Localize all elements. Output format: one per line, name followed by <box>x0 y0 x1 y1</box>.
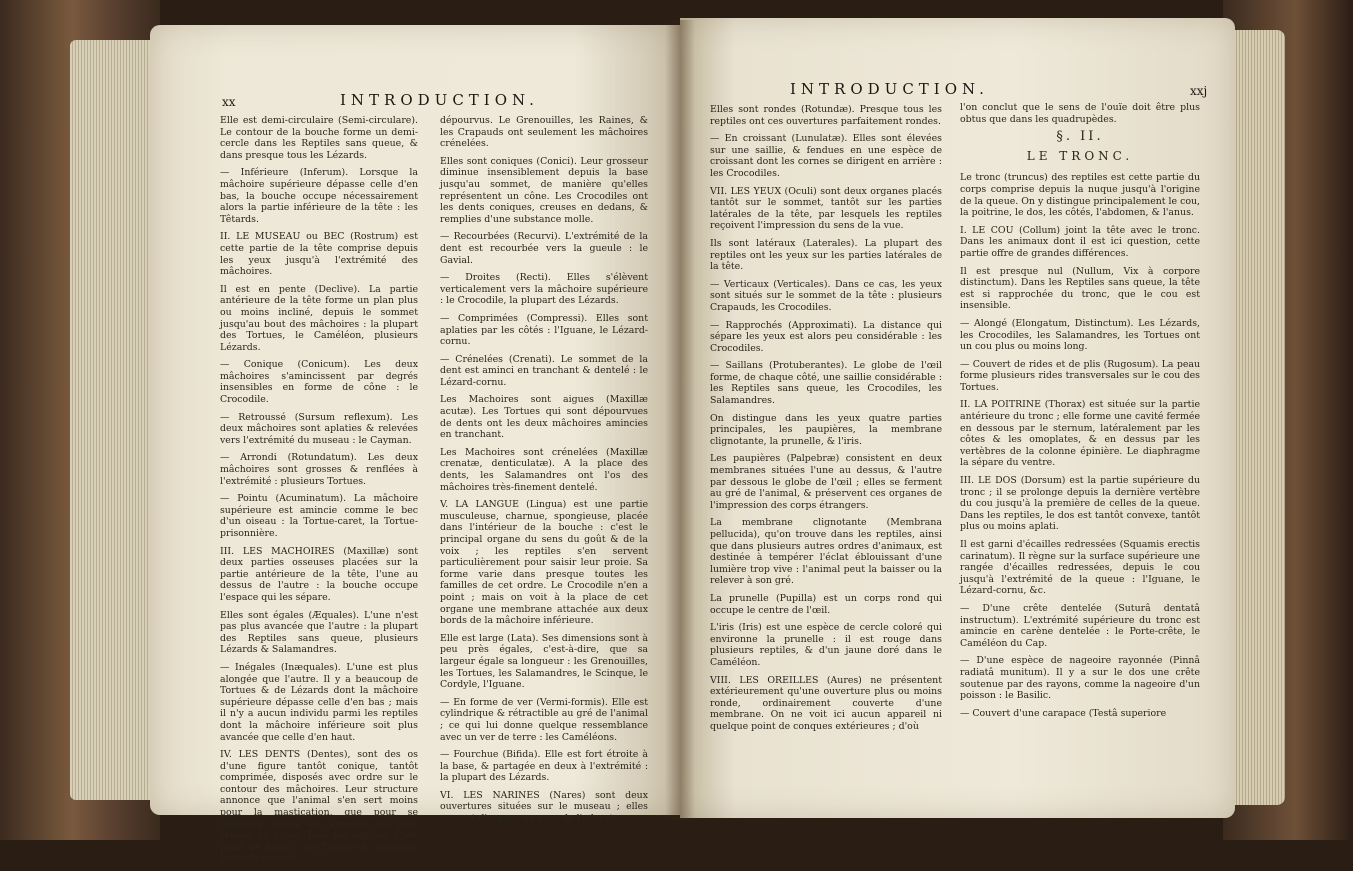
book-gutter <box>665 20 695 820</box>
paragraph: Les paupières (Palpebræ) consistent en deux membranes situées l'une au dessus, & l'autre par dessous le globe de l'œil ; elles se ferment au gré de l'animal, & préservent ces organes de l'impression des corps étrangers. <box>710 453 942 511</box>
text-column <box>710 104 942 739</box>
page-number: xxj <box>1190 84 1208 98</box>
paragraph: — Recourbées (Recurvi). L'extrémité de la dent est recourbée vers la gueule : le Gavial. <box>440 231 648 266</box>
paragraph: Il est garni d'écailles redressées (Squamis erectis carinatum). Il règne sur la surface supérieure une rangée d'écailles redressées, depuis le cou jusqu'à l'extrémité de la queue : l'Iguane, le Lézard-cornu, &c. <box>960 539 1200 597</box>
paragraph: Il est en pente (Declive). La partie antérieure de la tête forme un plan plus ou moins incliné, depuis le sommet jusqu'au bout des mâchoires : la plupart des Tortues, le Caméléon, plusieurs Lézards. <box>220 283 418 353</box>
paragraph: IV. LES DENTS (Dentes), sont des os d'une figure tantôt conique, tantôt comprimée, disposés avec ordre sur le contour des mâchoires. Leur structure annonce que l'animal s'en sert moins pour la mastication, que pour se défendre contre ses ennemis ou pour retenir sa proie. Tous les reptiles n'ont point de dents ; les Tortues & quelques Lézards en sont <box>220 749 418 865</box>
paragraph: — Crénelées (Crenati). Le sommet de la dent est aminci en tranchant & dentelé : le Lézard-cornu. <box>440 353 648 388</box>
paragraph: II. LA POITRINE (Thorax) est située sur la partie antérieure du tronc ; elle forme une cavité fermée en dessous par le sternum, latéralement par les côtes & les omoplates, & en dessus par les vertèbres de la colonne épinière. Le diaphragme la sépare du ventre. <box>960 399 1200 469</box>
paragraph: — D'une espèce de nageoire rayonnée (Pinnâ radiatâ munitum). Il y a sur le dos une crête soutenue par des rayons, comme la nageoire d'un poisson : le Basilic. <box>960 655 1200 702</box>
paragraph: L'iris (Iris) est une espèce de cercle coloré qui environne la prunelle : il est rouge dans plusieurs reptiles, & d'un jaune doré dans le Caméléon. <box>710 622 942 668</box>
paragraph: La prunelle (Pupilla) est un corps rond qui occupe le centre de l'œil. <box>710 592 942 616</box>
paragraph: — Verticaux (Verticales). Dans ce cas, les yeux sont situés sur le sommet de la tête : plusieurs Crapauds, les Crocodiles. <box>710 278 942 313</box>
paragraph: — Fourchue (Bifida). Elle est fort étroite à la base, & partagée en deux à l'extrémité : la plupart des Lézards. <box>440 749 648 784</box>
paragraph: VIII. LES OREILLES (Aures) ne présentent extérieurement qu'une ouverture plus ou moins ronde, ordinairement couverte d'une membrane. On ne voit ici aucun appareil ni quelque point de conques extérieures ; d'où <box>710 674 942 732</box>
paragraph: V. LA LANGUE (Lingua) est une partie musculeuse, charnue, spongieuse, placée dans l'intérieur de la bouche : c'est le principal organe du sens du goût & de la voix ; les reptiles s'en servent particulièrement pour saisir leur proie. Sa forme varie dans presque toutes les familles de cet ordre. Le Crocodile n'en a point ; mais on voit à la place de cet organe une membrane attachée aux deux bords de la mâchoire inférieure. <box>440 499 648 627</box>
paragraph: III. LE DOS (Dorsum) est la partie supérieure du tronc ; il se prolonge depuis la dernière vertèbre du cou jusqu'à la première de celles de la queue. Dans les reptiles, le dos est tantôt convexe, tantôt plus ou moins aplati. <box>960 475 1200 533</box>
paragraph: VI. LES NARINES (Nares) sont deux ouvertures situées sur le museau ; elles servent d'organe au sens de l'odorat. <box>440 789 648 825</box>
paragraph: I. LE COU (Collum) joint la tête avec le tronc. Dans les animaux dont il est ici question, cette partie offre de grandes différences. <box>960 224 1200 259</box>
paragraph: — Inégales (Inæquales). L'une est plus alongée que l'autre. Il y a beaucoup de Tortues & de Lézards dont la mâchoire supérieure dépasse celle d'en bas ; mais il n'y a aucun individu parmi les reptiles dont la mâchoire inférieure soit plus avancée que celle d'en haut. <box>220 661 418 743</box>
paragraph: — Conique (Conicum). Les deux mâchoires s'amincissent par degrés insensibles en forme de cône : le Crocodile. <box>220 359 418 406</box>
paragraph: Les Machoires sont crénelées (Maxillæ crenatæ, denticulatæ). A la place des dents, les Salamandres ont l'os des mâchoires très-finement dentelé. <box>440 446 648 493</box>
paragraph: — Alongé (Elongatum, Distinctum). Les Lézards, les Crocodiles, les Salamandres, les Tortues ont un cou plus ou moins long. <box>960 317 1200 353</box>
paragraph: — Inférieure (Inferum). Lorsque la mâchoire supérieure dépasse celle d'en bas, la bouche occupe nécessairement alors la partie inférieure de la tête : les Têtards. <box>220 167 418 225</box>
text-column <box>220 115 418 871</box>
paragraph: Les Machoires sont aigues (Maxillæ acutæ). Les Tortues qui sont dépourvues de dents ont les deux mâchoires amincies en tranchant. <box>440 394 648 441</box>
text-column <box>440 115 648 831</box>
paragraph: III. LES MACHOIRES (Maxillæ) sont deux parties osseuses placées sur la partie antérieure de la tête, l'une au dessus de l'autre : la bouche occupe l'espace qui les sépare. <box>220 545 418 603</box>
paragraph: — Comprimées (Compressi). Elles sont aplaties par les côtés : l'Iguane, le Lézard-cornu. <box>440 312 648 348</box>
paragraph: — Rapprochés (Approximati). La distance qui sépare les yeux est alors peu considérable : les Crocodiles. <box>710 319 942 354</box>
running-header: INTRODUCTION. <box>340 91 539 109</box>
paragraph: II. LE MUSEAU ou BEC (Rostrum) est cette partie de la tête comprise depuis les yeux jusqu'à l'extrémité des mâchoires. <box>220 231 418 278</box>
paragraph: VII. LES YEUX (Oculi) sont deux organes placés tantôt sur le sommet, tantôt sur les parties latérales de la tête, par lesquels les reptiles reçoivent l'impression du sens de la vue. <box>710 185 942 232</box>
paragraph: — Arrondi (Rotundatum). Les deux mâchoires sont grosses & renflées à l'extrémité : plusieurs Tortues. <box>220 452 418 487</box>
paragraph: Elles sont coniques (Conici). Leur grosseur diminue insensiblement depuis la base jusqu'au sommet, de manière qu'elles représentent un cône. Les Crocodiles ont les dents coniques, creuses en dedans, & remplies d'une substance molle. <box>440 155 648 225</box>
paragraph: — D'une crête dentelée (Suturâ dentatâ instructum). L'extrémité supérieure du tronc est amincie en carène dentelée : le Porte-crête, le Caméléon du Cap. <box>960 602 1200 649</box>
paragraph: — Saillans (Protuberantes). Le globe de l'œil forme, de chaque côté, une saillie considérable : les Reptiles sans queue, les Crocodiles, les Salamandres. <box>710 360 942 407</box>
paragraph: On distingue dans les yeux quatre parties principales, les paupières, la membrane clignotante, la prunelle, & l'iris. <box>710 412 942 447</box>
paragraph: — Pointu (Acuminatum). La mâchoire supérieure est amincie comme le bec d'un oiseau : la Tortue-caret, la Tortue-prisonnière. <box>220 493 418 539</box>
paragraph: — En croissant (Lunulatæ). Elles sont élevées sur une saillie, & fendues en une espèce de croissant dont les cornes se dirigent en arrière : les Crocodiles. <box>710 133 942 179</box>
paragraph: — En forme de ver (Vermi-formis). Elle est cylindrique & rétractible au gré de l'animal ; ce qui lui donne quelque ressemblance avec un ver de terre : les Caméléons. <box>440 696 648 743</box>
text-column <box>960 102 1200 725</box>
paragraph: — Couvert d'une carapace (Testâ superiore <box>960 707 1167 719</box>
paragraph: Elle est demi-circulaire (Semi-circulare). Le contour de la bouche forme un demi-cercle dans les Reptiles sans queue, & dans presque tous les Lézards. <box>220 115 418 161</box>
paragraph: Elles sont rondes (Rotundæ). Presque tous les reptiles ont ces ouvertures parfaitement rondes. <box>710 104 942 127</box>
page-edges-left <box>70 40 160 800</box>
paragraph: Elle est large (Lata). Ses dimensions sont à peu près égales, c'est-à-dire, que sa largeur égale sa longueur : les Grenouilles, les Tortues, les Salamandres, le Scinque, le Cordyle, l'Iguane. <box>440 632 648 691</box>
paragraph: Elles sont égales (Æquales). L'une n'est pas plus avancée que l'autre : la plupart des Reptiles sans queue, plusieurs Lézards & Salamandres. <box>220 609 418 656</box>
paragraph: Il est presque nul (Nullum, Vix à corpore distinctum). Dans les Reptiles sans queue, la tête est si rapprochée du tronc, que le cou est insensible. <box>960 265 1200 312</box>
paragraph: Le tronc (truncus) des reptiles est cette partie du corps comprise depuis la nuque jusqu'à l'origine de la queue. On y distingue principalement le cou, la poitrine, le dos, les côtés, l'abdomen, & l'anus. <box>960 172 1200 219</box>
paragraph: — Droites (Recti). Elles s'élèvent verticalement vers la mâchoire supérieure : le Crocodile, la plupart des Lézards. <box>440 272 648 307</box>
left-page <box>150 25 680 865</box>
paragraph: La membrane clignotante (Membrana pellucida), qu'on trouve dans les reptiles, ainsi que dans plusieurs autres ordres d'animaux, est destinée à tempérer l'éclat éblouissant d'une lumière trop vive : l'animal peut la baisser ou la relever à son gré. <box>710 517 942 587</box>
section-heading: §. II. <box>1056 129 1104 145</box>
subsection-heading: LE TRONC. <box>1026 148 1134 163</box>
paragraph: — Couvert de rides et de plis (Rugosum). La peau forme plusieurs rides transversales sur le cou des Tortues. <box>960 358 1200 393</box>
paragraph: — Retroussé (Sursum reflexum). Les deux mâchoires sont aplaties & relevées vers l'extrémité du museau : le Cayman. <box>220 411 418 446</box>
paragraph: l'on conclut que le sens de l'ouïe doit être plus obtus que dans les quadrupèdes. <box>960 102 1200 125</box>
page-number: xx <box>222 95 236 109</box>
running-header: INTRODUCTION. <box>790 80 989 98</box>
paragraph: dépourvus. Le Grenouilles, les Raines, & les Crapauds ont seulement les mâchoires crénelées. <box>440 115 648 150</box>
paragraph: Ils sont latéraux (Laterales). La plupart des reptiles ont les yeux sur les parties latérales de la tête. <box>710 237 942 273</box>
right-page <box>680 18 1235 818</box>
